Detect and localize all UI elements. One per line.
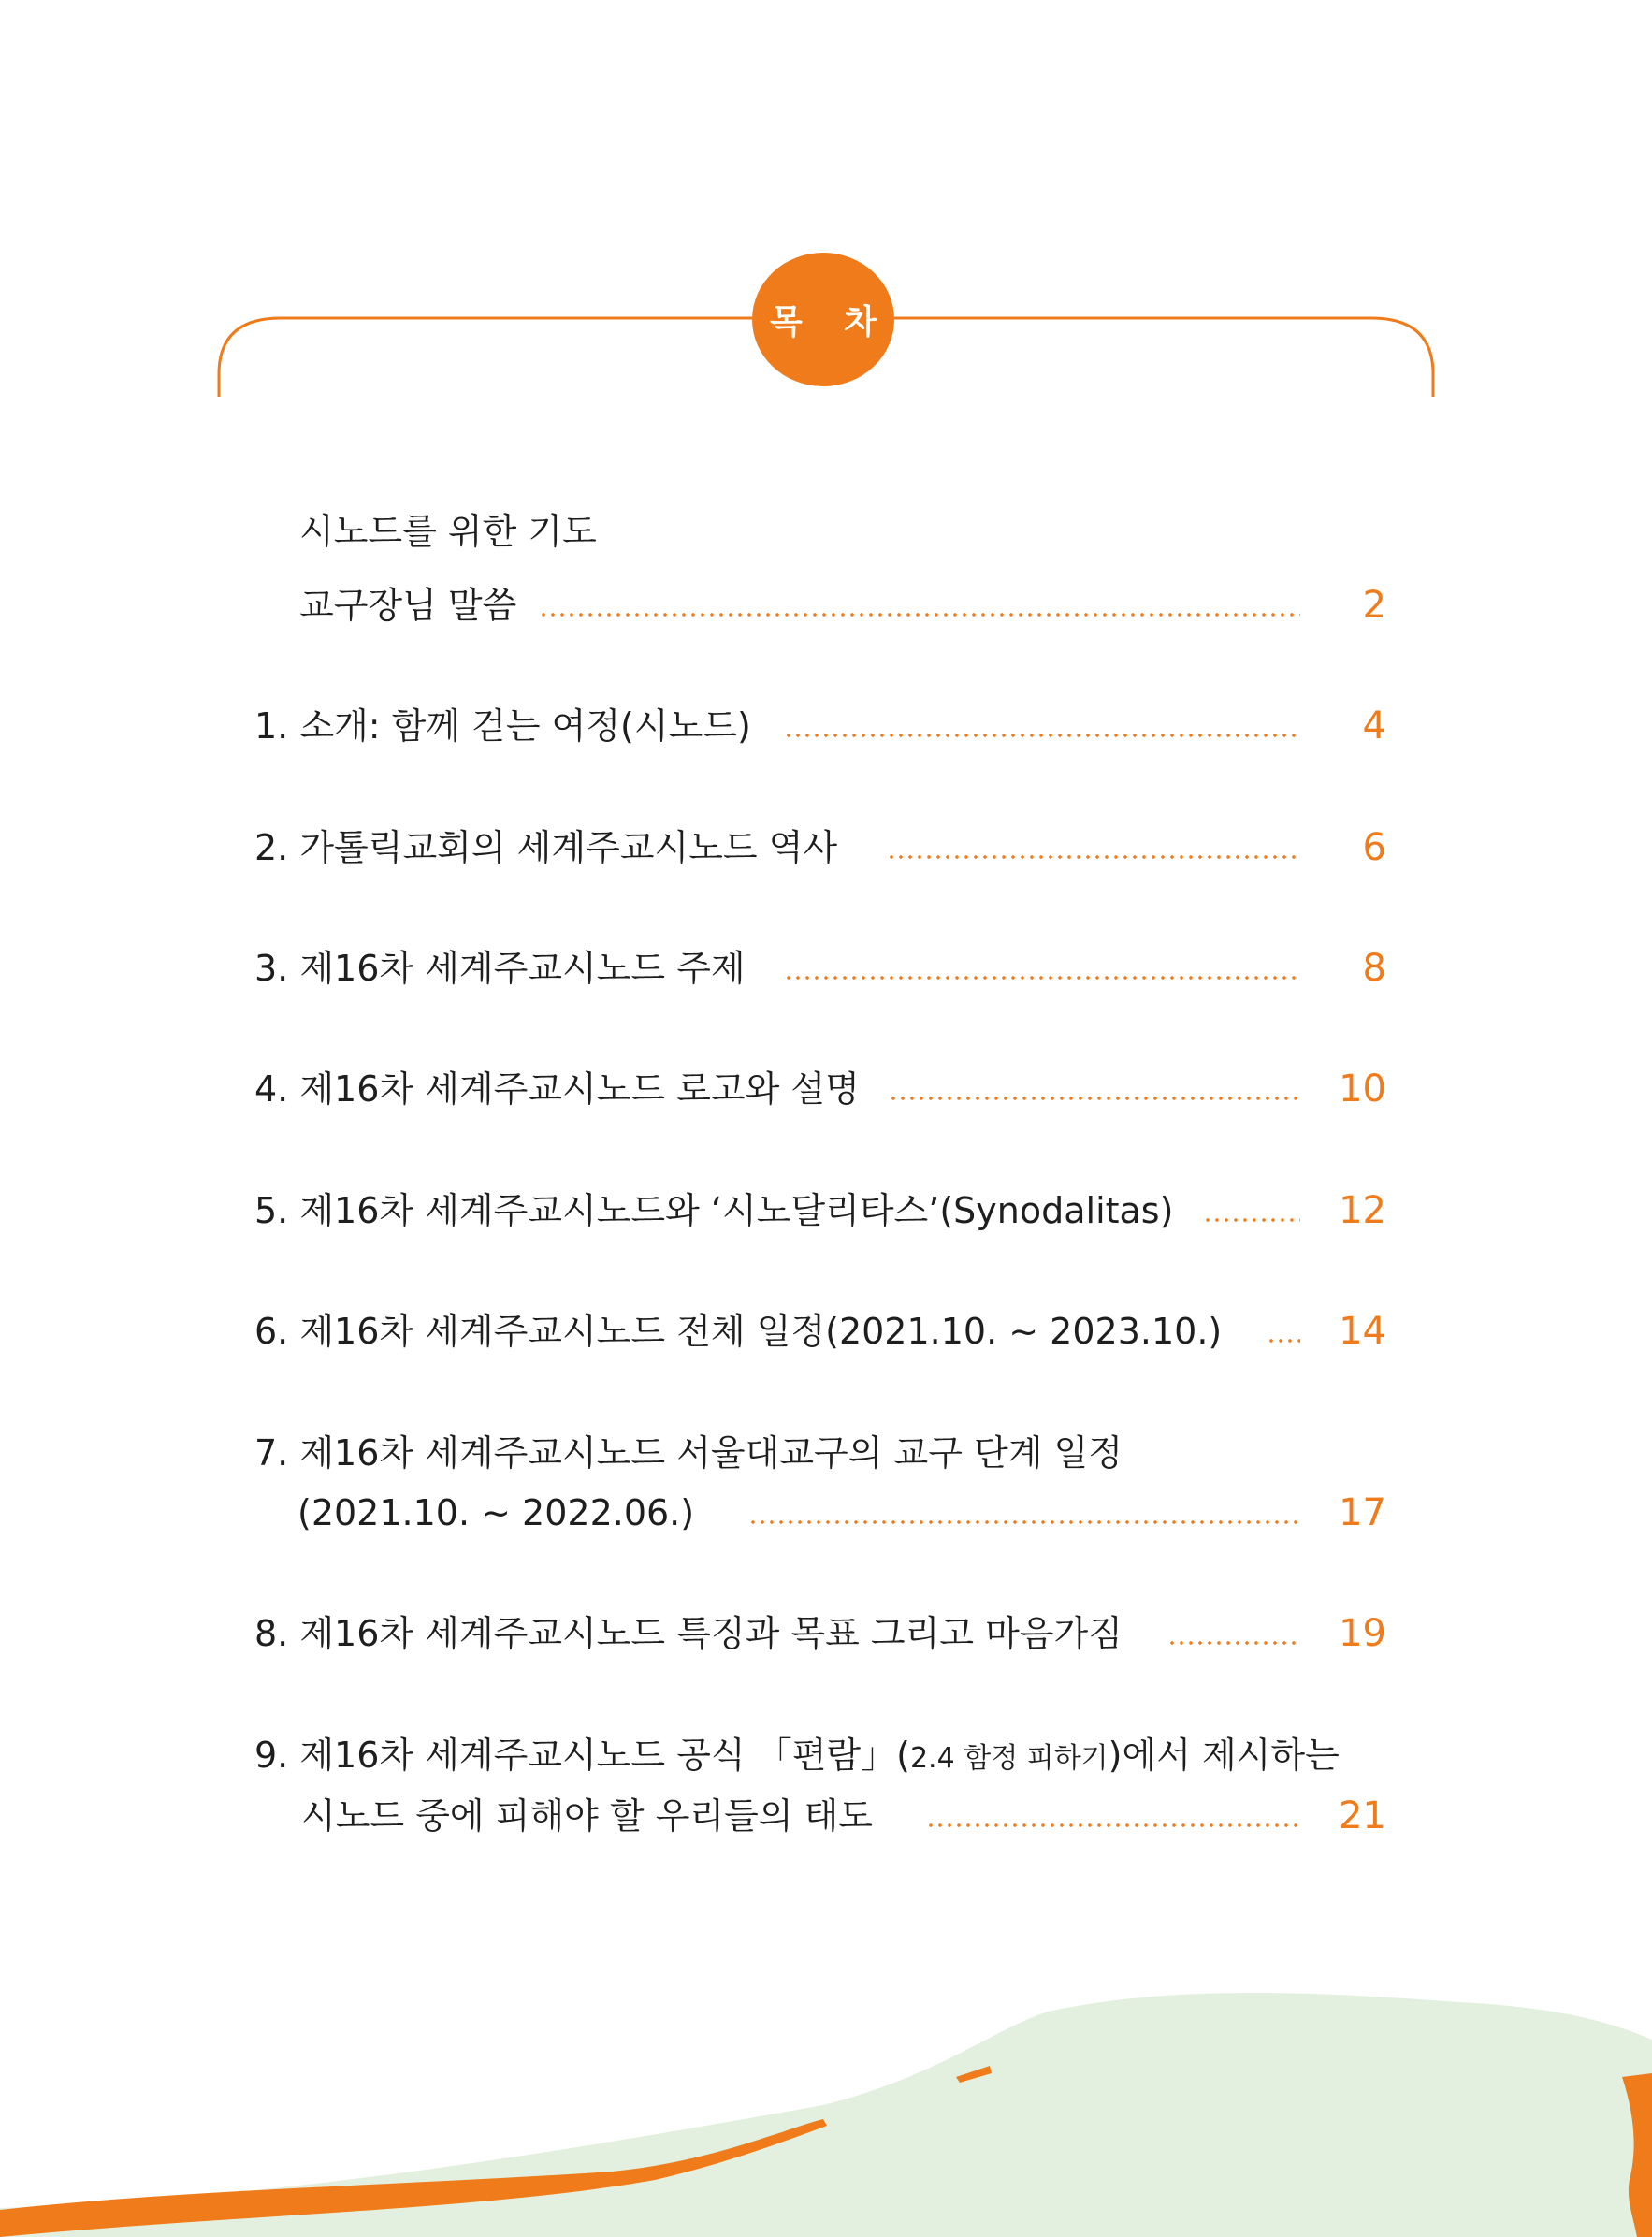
toc-entry-7[interactable] xyxy=(0,1425,1652,1481)
leader-dots xyxy=(889,1097,1300,1100)
toc-page-number: 4 xyxy=(1362,705,1386,748)
toc-entry-2[interactable] xyxy=(0,820,1652,876)
toc-entry-3[interactable] xyxy=(0,940,1652,996)
toc-entry-9[interactable] xyxy=(0,1727,1652,1783)
leader-dots xyxy=(1267,1339,1300,1343)
toc-entry-label: 2. 가톨릭교회의 세계주교시노드 역사 xyxy=(254,827,838,868)
leader-dots xyxy=(784,976,1300,980)
toc-page-number: 2 xyxy=(1362,584,1386,627)
toc-entry-label-part: 9. 제16차 세계주교시노드 공식 「편람」( xyxy=(254,1735,910,1776)
toc-entry-4[interactable] xyxy=(0,1061,1652,1117)
leader-dots xyxy=(1167,1641,1300,1645)
toc-entry-label-continued: (2021.10. ~ 2022.06.) xyxy=(297,1492,695,1533)
toc-page-number: 21 xyxy=(1339,1794,1386,1838)
toc-entry-label-continued: 시노드 중에 피해야 할 우리들의 태도 xyxy=(301,1795,874,1837)
leader-dots xyxy=(784,734,1300,737)
toc-page-number: 17 xyxy=(1339,1491,1386,1534)
toc-entry-label-part: )에서 제시하는 xyxy=(1108,1735,1340,1776)
toc-page-number: 6 xyxy=(1362,826,1386,869)
toc-page-number: 12 xyxy=(1339,1189,1386,1232)
toc-page-number: 14 xyxy=(1339,1310,1386,1353)
toc-title-badge xyxy=(752,253,894,386)
leader-dots xyxy=(1203,1218,1300,1222)
bottom-brush-decoration xyxy=(0,1965,1652,2237)
toc-page-number: 10 xyxy=(1339,1068,1386,1111)
toc-entry-1[interactable] xyxy=(0,698,1652,754)
leader-dots xyxy=(748,1520,1300,1524)
toc-entry-label: 3. 제16차 세계주교시노드 주제 xyxy=(254,948,746,989)
toc-entry-label-small: 2.4 함정 피하기 xyxy=(909,1742,1109,1775)
toc-page-number: 8 xyxy=(1362,947,1386,990)
toc-entry-9-continued[interactable] xyxy=(0,1788,1652,1844)
toc-entry-label: 교구장님 말씀 xyxy=(299,585,517,626)
toc-entry-label: 시노드를 위한 기도 xyxy=(299,511,597,552)
toc-title: 목 차 xyxy=(769,303,892,341)
toc-entry-message[interactable] xyxy=(0,577,1652,633)
leader-dots xyxy=(926,1823,1300,1827)
leader-dots xyxy=(539,613,1300,617)
toc-entry-5[interactable] xyxy=(0,1183,1652,1239)
toc-entry-6[interactable] xyxy=(0,1303,1652,1359)
toc-page-number: 19 xyxy=(1339,1612,1386,1655)
toc-entry-label xyxy=(254,1727,1340,1783)
toc-entry-label: 4. 제16차 세계주교시노드 로고와 설명 xyxy=(254,1068,860,1110)
toc-entry-8[interactable] xyxy=(0,1605,1652,1662)
toc-entry-label: 7. 제16차 세계주교시노드 서울대교구의 교구 단계 일정 xyxy=(254,1432,1123,1474)
toc-entry-label: 8. 제16차 세계주교시노드 특징과 목표 그리고 마음가짐 xyxy=(254,1613,1123,1654)
toc-entry-label: 1. 소개: 함께 걷는 여정(시노드) xyxy=(254,705,751,747)
toc-entry-prayer[interactable] xyxy=(0,503,1652,559)
toc-entry-label: 5. 제16차 세계주교시노드와 ‘시노달리타스’(Synodalitas) xyxy=(254,1190,1174,1231)
toc-entry-7-continued[interactable] xyxy=(0,1485,1652,1541)
leader-dots xyxy=(887,855,1300,859)
toc-entry-label: 6. 제16차 세계주교시노드 전체 일정(2021.10. ~ 2023.10.) xyxy=(254,1311,1223,1352)
